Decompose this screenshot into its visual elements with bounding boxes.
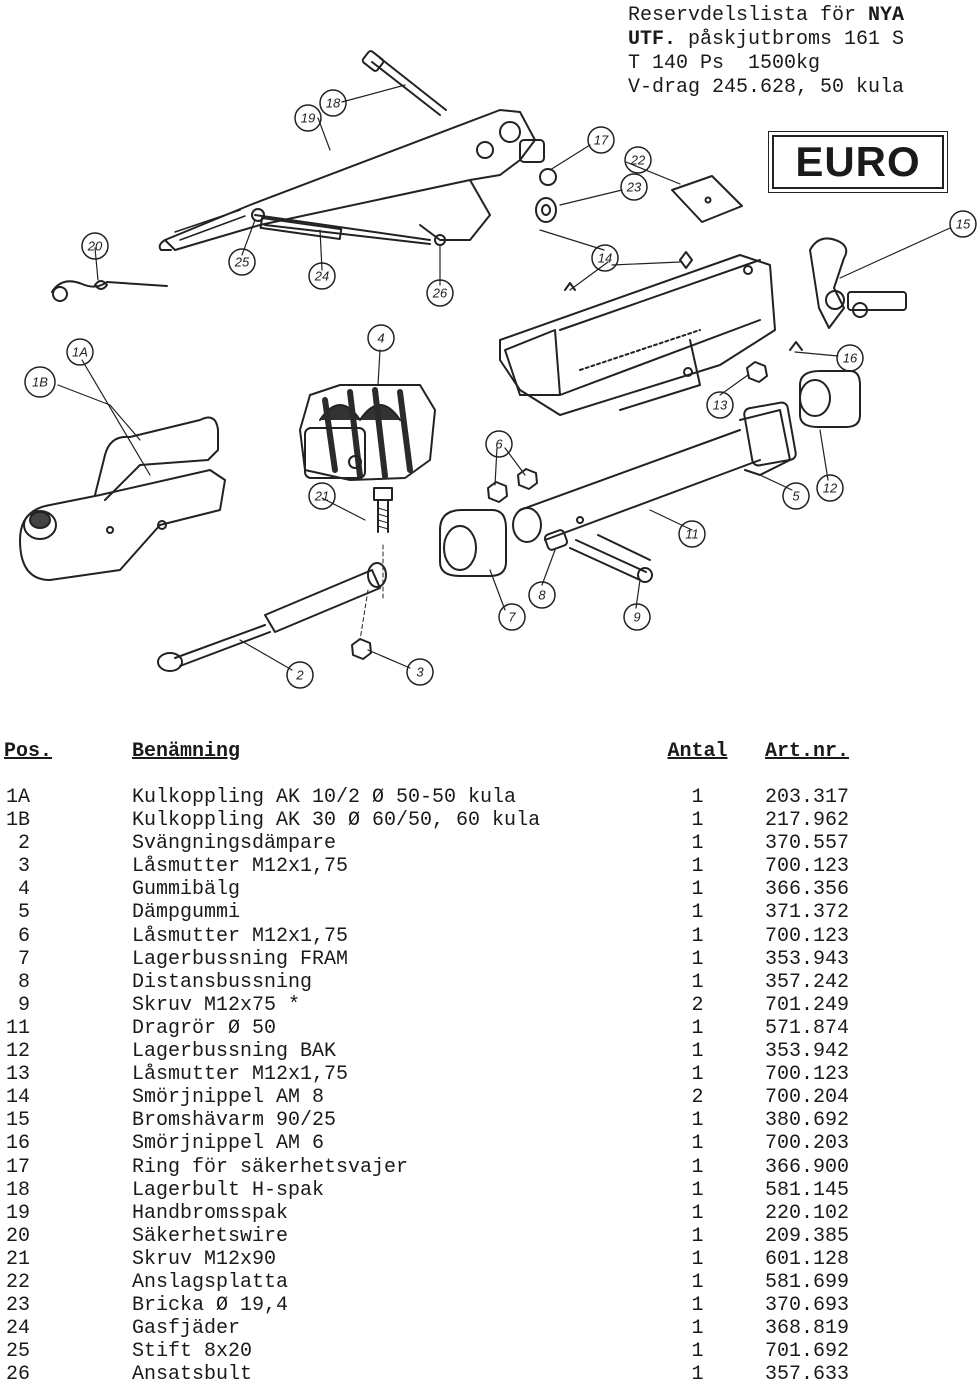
- row-art: 701.692: [765, 1340, 850, 1364]
- callout-4: 4: [377, 330, 385, 346]
- brake-housing-drawing: [500, 252, 775, 415]
- row-art: 370.693: [765, 1294, 850, 1318]
- row-art: 700.123: [765, 924, 850, 948]
- row-art: 701.249: [765, 993, 850, 1017]
- table-row: [4, 855, 964, 878]
- parts-list-table: [4, 740, 964, 1386]
- row-pos: 22: [6, 1270, 31, 1294]
- row-pos: 5: [6, 901, 31, 925]
- table-row: [4, 948, 964, 971]
- table-row: [4, 1017, 964, 1040]
- row-name: Bromshävarm 90/25: [132, 1109, 337, 1133]
- table-row: [4, 1294, 964, 1317]
- callout-3: 3: [416, 664, 424, 680]
- table-row: [4, 1063, 964, 1086]
- table-row: [4, 1271, 964, 1294]
- row-qty: 1: [691, 1201, 704, 1225]
- row-art: 581.699: [765, 1270, 850, 1294]
- row-qty: 1: [691, 970, 704, 994]
- parts-list-header: [4, 740, 964, 786]
- row-pos: 21: [6, 1247, 31, 1271]
- row-name: Bricka Ø 19,4: [132, 1294, 289, 1318]
- row-qty: 1: [691, 947, 704, 971]
- row-qty: 1: [691, 1294, 704, 1318]
- row-art: 209.385: [765, 1224, 850, 1248]
- row-qty: 1: [691, 1040, 704, 1064]
- row-qty: 1: [691, 901, 704, 925]
- row-qty: 1: [691, 1132, 704, 1156]
- rubber-bellows-drawing: [300, 385, 435, 480]
- front-bushing-drawing: [440, 510, 506, 576]
- row-qty: 1: [691, 1063, 704, 1087]
- row-art: 700.203: [765, 1132, 850, 1156]
- callout-16: 16: [842, 350, 858, 366]
- callout-17: 17: [593, 132, 609, 148]
- callout-21: 21: [314, 488, 330, 504]
- safety-wire-drawing: [52, 281, 167, 301]
- callout-1a: 1A: [72, 344, 88, 360]
- lock-nut-6-drawing: [488, 482, 507, 502]
- row-pos: 3: [6, 855, 31, 879]
- brake-lever-arm-drawing: [810, 238, 906, 328]
- row-name: Säkerhetswire: [132, 1224, 289, 1248]
- row-name: Anslagsplatta: [132, 1270, 289, 1294]
- row-name: Lagerbussning BAK: [132, 1040, 337, 1064]
- row-qty: 1: [691, 878, 704, 902]
- callout-19: 19: [300, 110, 316, 126]
- row-name: Distansbussning: [132, 970, 313, 994]
- row-art: 700.204: [765, 1086, 850, 1110]
- row-art: 357.242: [765, 970, 850, 994]
- header-art: Art.nr.: [765, 740, 850, 763]
- row-pos: 2: [6, 832, 31, 856]
- row-name: Lagerbussning FRAM: [132, 947, 349, 971]
- row-name: Smörjnippel AM 8: [132, 1086, 325, 1110]
- table-row: [4, 1317, 964, 1340]
- row-art: 353.942: [765, 1040, 850, 1064]
- shock-absorber-drawing: [158, 563, 386, 671]
- row-pos: 17: [6, 1155, 31, 1179]
- callout-5: 5: [792, 488, 800, 504]
- table-row: [4, 901, 964, 924]
- row-name: Låsmutter M12x1,75: [132, 1063, 349, 1087]
- callout-14: 14: [597, 250, 613, 266]
- row-qty: 2: [691, 993, 704, 1017]
- callout-26: 26: [432, 285, 448, 301]
- row-name: Gasfjäder: [132, 1317, 241, 1341]
- row-name: Ansatsbult: [132, 1363, 253, 1387]
- stop-plate-drawing: [672, 176, 742, 222]
- title-line-2-bold: UTF.: [628, 28, 677, 51]
- header-name: Benämning: [132, 740, 241, 763]
- row-art: 581.145: [765, 1178, 850, 1202]
- table-row: [4, 1340, 964, 1363]
- callout-7: 7: [508, 609, 516, 625]
- row-art: 203.317: [765, 786, 850, 809]
- callout-6: 6: [495, 436, 503, 452]
- row-name: Låsmutter M12x1,75: [132, 924, 349, 948]
- row-art: 368.819: [765, 1317, 850, 1341]
- row-pos: 25: [6, 1340, 31, 1364]
- row-name: Dragrör Ø 50: [132, 1016, 277, 1040]
- row-qty: 1: [691, 1016, 704, 1040]
- safety-ring-drawing: [540, 169, 556, 185]
- gas-spring-lever-drawing: [252, 209, 445, 245]
- table-row: [4, 1132, 964, 1155]
- row-art: 370.557: [765, 832, 850, 856]
- row-pos: 1A: [6, 786, 31, 809]
- drawbar-tube-drawing: [513, 402, 797, 542]
- row-qty: 1: [691, 1224, 704, 1248]
- row-qty: 1: [691, 924, 704, 948]
- euro-badge: EURO: [772, 135, 944, 189]
- row-art: 380.692: [765, 1109, 850, 1133]
- table-row: [4, 1179, 964, 1202]
- row-pos: 1B: [6, 809, 31, 833]
- table-row: [4, 1040, 964, 1063]
- row-pos: 26: [6, 1363, 31, 1387]
- row-pos: 7: [6, 947, 31, 971]
- title-line-1-bold: NYA: [868, 4, 905, 27]
- callout-2: 2: [296, 667, 304, 683]
- row-art: 217.962: [765, 809, 850, 833]
- row-qty: 1: [691, 1155, 704, 1179]
- row-pos: 16: [6, 1132, 31, 1156]
- row-art: 220.102: [765, 1201, 850, 1225]
- title-line-3: T 140 Ps 1500kg: [628, 52, 821, 75]
- table-row: [4, 878, 964, 901]
- row-qty: 1: [691, 1109, 704, 1133]
- table-row: [4, 832, 964, 855]
- row-name: Ring för säkerhetsvajer: [132, 1155, 409, 1179]
- table-row: [4, 1109, 964, 1132]
- row-art: 700.123: [765, 1063, 850, 1087]
- row-name: Gummibälg: [132, 878, 241, 902]
- row-art: 601.128: [765, 1247, 850, 1271]
- row-name: Stift 8x20: [132, 1340, 253, 1364]
- callout-8: 8: [538, 587, 546, 603]
- row-qty: 1: [691, 832, 704, 856]
- row-pos: 24: [6, 1317, 31, 1341]
- rear-bushing-drawing: [800, 371, 860, 427]
- table-row: [4, 971, 964, 994]
- row-pos: 23: [6, 1294, 31, 1318]
- row-pos: 14: [6, 1086, 31, 1110]
- table-row: [4, 925, 964, 948]
- callout-23: 23: [626, 179, 642, 195]
- row-qty: 1: [691, 1363, 704, 1387]
- callout-15: 15: [955, 216, 971, 232]
- washer-drawing: [536, 198, 556, 222]
- callout-22: 22: [630, 152, 646, 168]
- header-qty: Antal: [667, 740, 728, 763]
- row-pos: 20: [6, 1224, 31, 1248]
- lock-nut-3-drawing: [352, 639, 371, 659]
- title-line-4: V-drag 245.628, 50 kula: [628, 76, 905, 99]
- screw-m12x75-drawing: [570, 535, 652, 582]
- row-art: 366.356: [765, 878, 850, 902]
- row-qty: 1: [691, 786, 704, 809]
- row-name: Dämpgummi: [132, 901, 241, 925]
- row-qty: 1: [691, 855, 704, 879]
- row-art: 366.900: [765, 1155, 850, 1179]
- row-pos: 19: [6, 1201, 31, 1225]
- table-row: [4, 1248, 964, 1271]
- header-pos: Pos.: [4, 740, 53, 763]
- table-row: [4, 1156, 964, 1179]
- table-row: [4, 1086, 964, 1109]
- row-name: Kulkoppling AK 10/2 Ø 50-50 kula: [132, 786, 517, 809]
- row-name: Handbromsspak: [132, 1201, 289, 1225]
- callout-18: 18: [325, 95, 341, 111]
- ball-coupling-drawing: [20, 418, 225, 580]
- row-qty: 1: [691, 809, 704, 833]
- callout-1b: 1B: [32, 374, 48, 390]
- row-name: Skruv M12x75 *: [132, 993, 301, 1017]
- table-row: [4, 1363, 964, 1386]
- title-line-2-rest: påskjutbroms 161 S: [676, 28, 905, 51]
- row-art: 700.123: [765, 855, 850, 879]
- callout-20: 20: [87, 238, 103, 254]
- table-row: [4, 809, 964, 832]
- callout-24: 24: [314, 268, 330, 284]
- lever-bolt-drawing: [362, 50, 446, 115]
- row-pos: 18: [6, 1178, 31, 1202]
- row-name: Kulkoppling AK 30 Ø 60/50, 60 kula: [132, 809, 541, 833]
- callout-11: 11: [685, 526, 699, 542]
- row-pos: 12: [6, 1040, 31, 1064]
- lock-nut-13-drawing: [747, 362, 767, 382]
- parts-list-body: [4, 786, 964, 1386]
- row-art: 357.633: [765, 1363, 850, 1387]
- row-name: Svängningsdämpare: [132, 832, 337, 856]
- table-row: [4, 1225, 964, 1248]
- row-name: Lagerbult H-spak: [132, 1178, 325, 1202]
- table-row: [4, 994, 964, 1017]
- grease-nipple-small-drawing: [790, 342, 802, 350]
- row-name: Låsmutter M12x1,75: [132, 855, 349, 879]
- row-pos: 9: [6, 993, 31, 1017]
- row-art: 571.874: [765, 1016, 850, 1040]
- row-qty: 1: [691, 1270, 704, 1294]
- row-art: 353.943: [765, 947, 850, 971]
- callout-13: 13: [712, 397, 728, 413]
- callout-12: 12: [822, 480, 838, 496]
- row-pos: 4: [6, 878, 31, 902]
- row-qty: 1: [691, 1178, 704, 1202]
- row-name: Skruv M12x90: [132, 1247, 277, 1271]
- row-pos: 11: [6, 1016, 31, 1040]
- row-qty: 1: [691, 1317, 704, 1341]
- row-pos: 8: [6, 970, 31, 994]
- row-qty: 2: [691, 1086, 704, 1110]
- row-qty: 1: [691, 1340, 704, 1364]
- table-row: [4, 786, 964, 809]
- callout-25: 25: [234, 254, 250, 270]
- row-name: Smörjnippel AM 6: [132, 1132, 325, 1156]
- callout-9: 9: [633, 609, 641, 625]
- row-pos: 13: [6, 1063, 31, 1087]
- row-art: 371.372: [765, 901, 850, 925]
- row-pos: 6: [6, 924, 31, 948]
- row-qty: 1: [691, 1247, 704, 1271]
- row-pos: 15: [6, 1109, 31, 1133]
- table-row: [4, 1202, 964, 1225]
- title-line-1-prefix: Reservdelslista för: [628, 4, 869, 27]
